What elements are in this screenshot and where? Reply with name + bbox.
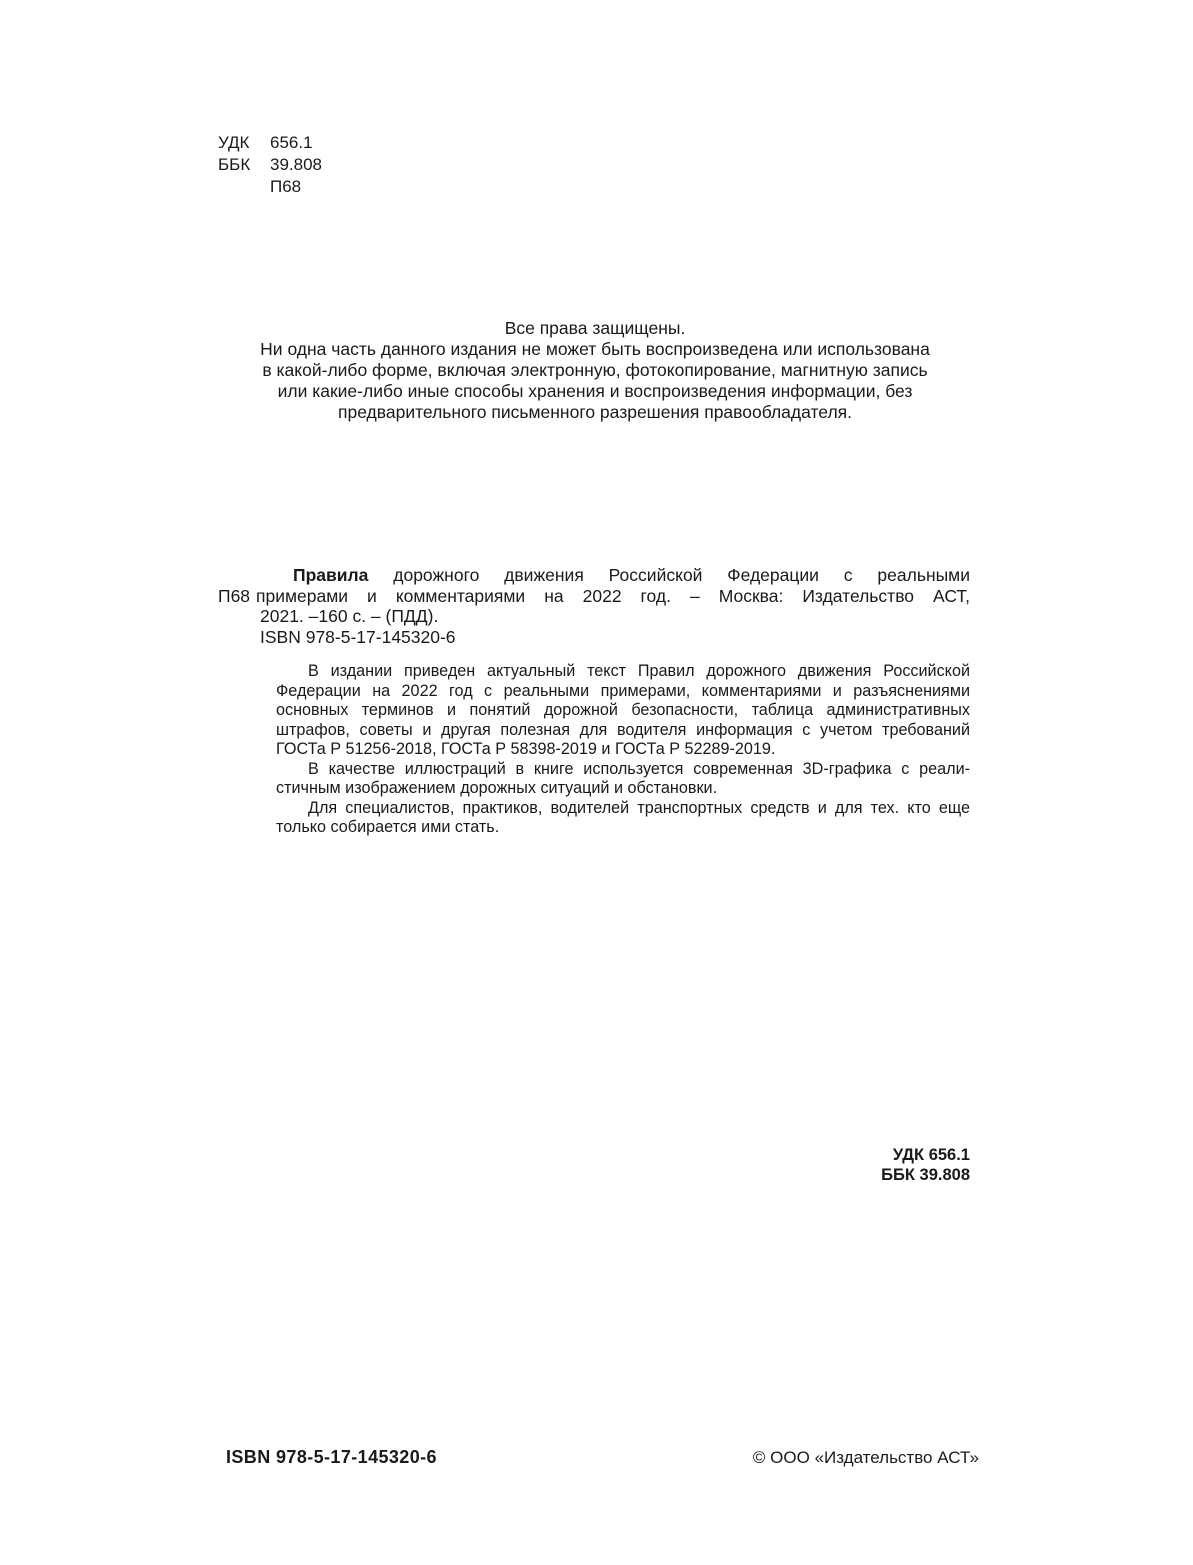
biblio-isbn: ISBN 978-5-17-145320-6 [260, 626, 456, 647]
annotation-line: Федерации на 2022 год с реальными примерами, комментариями и разъяснениями [276, 681, 970, 700]
rights-line: предварительного письменного разрешения правообладателя. [337, 402, 852, 422]
bbk-row [218, 154, 322, 176]
rights-line: Ни одна часть данного издания не может быть воспроизведена или использована [260, 339, 930, 359]
bbk-label: ББК [218, 155, 251, 174]
udk-value: 656.1 [270, 133, 313, 152]
biblio-title-line [218, 565, 970, 586]
author-sign: П68 [270, 177, 302, 196]
annotation-line: ГОСТа Р 51256-2018, ГОСТа Р 58398-2019 и ГОСТа Р 52289-2019. [276, 740, 776, 758]
footer-copyright: © ООО «Издательство АСТ» [752, 1448, 979, 1467]
bbk-value: 39.808 [270, 155, 322, 174]
udk-row [218, 132, 322, 154]
classification-top [218, 132, 322, 198]
footer-isbn: ISBN 978-5-17-145320-6 [226, 1447, 437, 1467]
rights-line: в какой-либо форме, включая электронную, фотокопирование, магнитную запись [262, 360, 928, 380]
rights-line: или какие-либо иные способы хранения и воспроизведения информации, без [277, 381, 913, 401]
biblio-line-2-text: примерами и комментариями на 2022 год. – Москва: Издательство АСТ, [256, 585, 970, 606]
udk-bottom: УДК 656.1 [892, 1146, 970, 1164]
annotation-line: только собирается ими стать. [276, 818, 500, 836]
classification-bottom [800, 1145, 970, 1185]
biblio-author-sign: П68 [218, 585, 251, 606]
annotation-line: Для специалистов, практиков, водителей транспортных средств и для тех. кто еще [308, 798, 970, 817]
biblio-line-3: 2021. –160 с. – (ПДД). [260, 606, 439, 626]
bibliographic-record [218, 565, 970, 647]
annotation-line: основных терминов и понятий дорожной безопасности, таблица административных [276, 701, 970, 719]
annotation-line: В качестве иллюстраций в книге используется современная 3D-графика с реали- [308, 759, 970, 778]
annotation-line: штрафов, советы и другая полезная для водителя информация с учетом требований [276, 720, 970, 739]
biblio-title-bold: Правила [293, 565, 369, 585]
annotation-line: В издании приведен актуальный текст Правил дорожного движения Российской [308, 662, 970, 680]
udk-label: УДК [218, 133, 250, 152]
biblio-title-rest: дорожного движения Российской Федерации с реальными [393, 565, 970, 585]
annotation [276, 662, 970, 838]
biblio-line-2 [218, 586, 970, 607]
bbk-bottom: ББК 39.808 [881, 1166, 970, 1184]
rights-notice [210, 318, 980, 423]
rights-title: Все права защищены. [504, 318, 686, 338]
author-sign-row [218, 176, 322, 198]
annotation-line: стичным изображением дорожных ситуаций и обстановки. [276, 779, 718, 797]
